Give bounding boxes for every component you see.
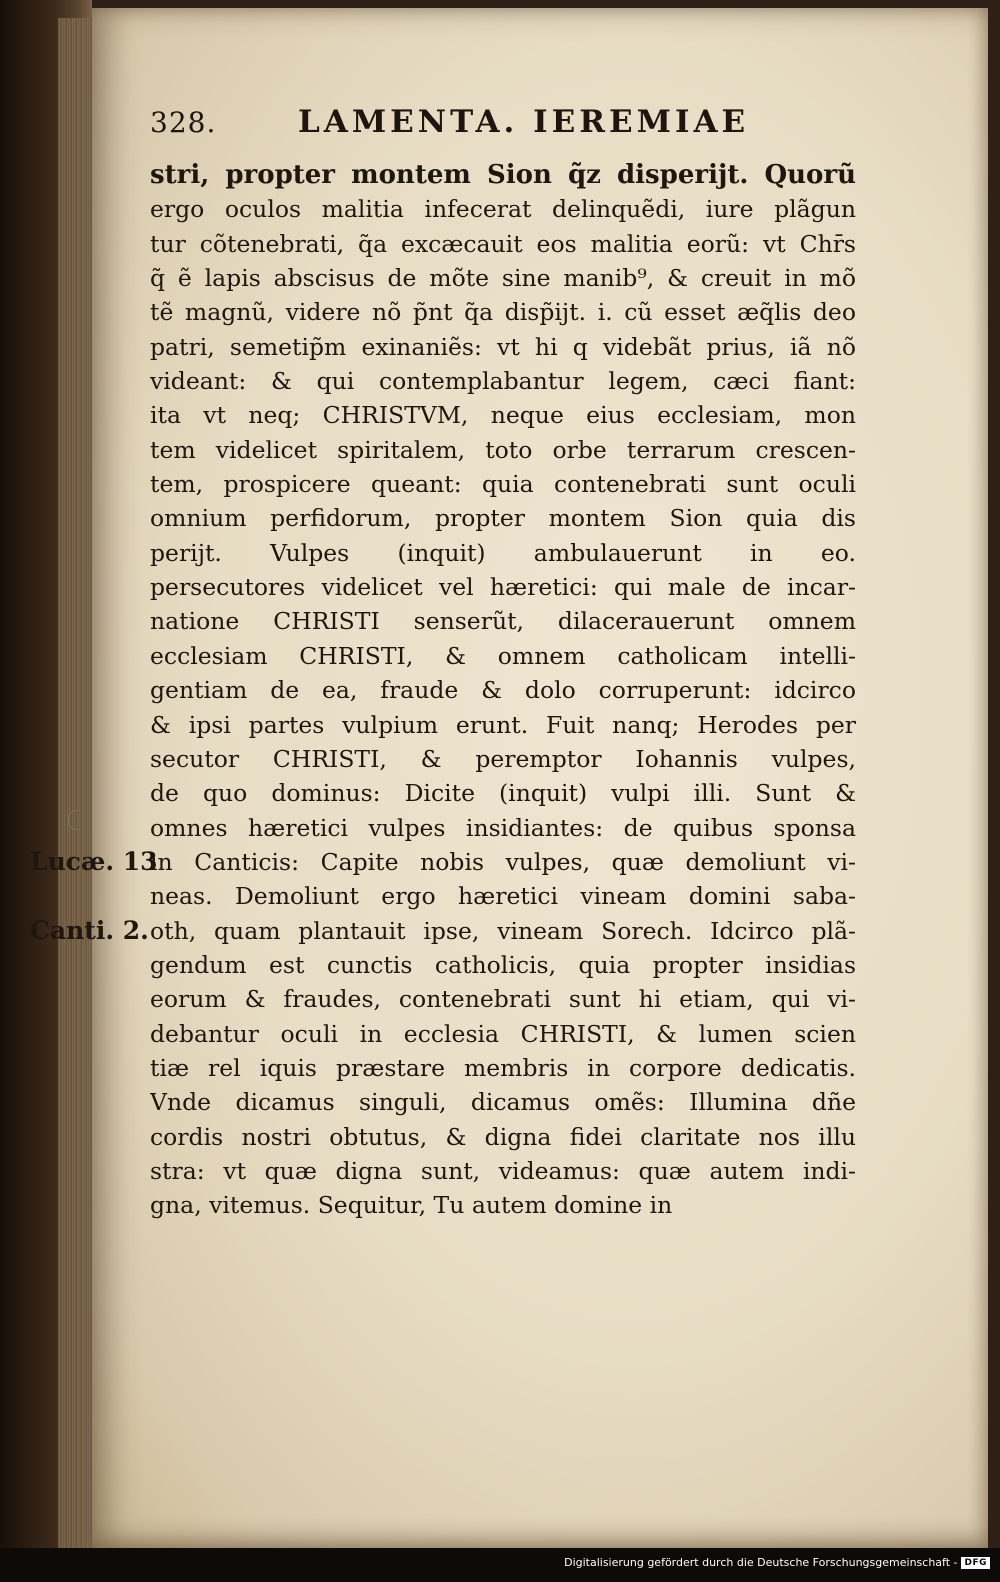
- text-line: & ipsi partes vulpium erunt. Fuit nanq; Herodes per: [150, 710, 856, 739]
- body-text: [150, 158, 856, 1223]
- page-number: 328.: [150, 106, 217, 139]
- running-title: LAMENTA. IEREMIAE: [298, 104, 750, 140]
- text-line: eorum & fraudes, contenebrati sunt hi etiam, qui vi-: [150, 985, 856, 1014]
- text-line: ergo oculos malitia infecerat delinquẽdi, iure plãgun: [150, 195, 856, 224]
- text-line: omnium perfidorum, propter montem Sion quia dis: [150, 504, 856, 533]
- text-line: patri, semetip̃m exinaniẽs: vt hi q videbãt prius, iã nõ: [150, 332, 856, 361]
- text-line: Vnde dicamus singuli, dicamus omẽs: Illumina dñe: [150, 1088, 856, 1117]
- text-line: gentiam de ea, fraude & dolo corruperunt: idcirco: [150, 676, 856, 705]
- text-line: secutor CHRISTI, & peremptor Iohannis vulpes,: [150, 744, 856, 773]
- text-line: q̃ ẽ lapis abscisus de mõte sine manib⁹, & creuit in mõ: [150, 264, 856, 293]
- text-line: stri, propter montem Sion q̃z disperijt. Quorũ: [150, 160, 856, 190]
- text-line: tur cõtenebrati, q̃a excæcauit eos malitia eorũ: vt Chr̄s: [150, 229, 856, 258]
- text-line: debantur oculi in ecclesia CHRISTI, & lumen scien: [150, 1019, 856, 1048]
- credit-text: Digitalisierung gefördert durch die Deutsche Forschungsgemeinschaft -: [564, 1556, 958, 1569]
- text-line: gendum est cunctis catholicis, quia propter insidias: [150, 950, 856, 979]
- text-line: neas. Demoliunt ergo hæretici vineam domini saba-: [150, 882, 856, 911]
- text-line: in Canticis: Capite nobis vulpes, quæ demoliunt vi-: [150, 847, 856, 876]
- text-line: stra: vt quæ digna sunt, videamus: quæ autem indi-: [150, 1156, 856, 1185]
- margin-note-lucae: Lucæ. 13: [30, 847, 158, 876]
- text-line: tiæ rel iquis præstare membris in corpore dedicatis.: [150, 1053, 856, 1082]
- dfg-logo: DFG: [961, 1557, 990, 1569]
- text-line: tẽ magnũ, videre nõ p̃nt q̃a disp̃ijt. i. cũ esset æq̃lis deo: [150, 298, 856, 327]
- text-line: omnes hæretici vulpes insidiantes: de quibus sponsa: [150, 813, 856, 842]
- text-line: videant: & qui contemplabantur legem, cæci fiant:: [150, 367, 856, 396]
- page-header: [150, 104, 870, 140]
- text-line: perijt. Vulpes (inquit) ambulauerunt in eo.: [150, 538, 856, 567]
- text-line: gna, vitemus. Sequitur, Tu autem domine in: [150, 1191, 673, 1220]
- text-line: ita vt neq; CHRISTVM, neque eius ecclesiam, mon: [150, 401, 856, 430]
- text-line: tem videlicet spiritalem, toto orbe terrarum crescen-: [150, 435, 856, 464]
- text-line: natione CHRISTI senserũt, dilacerauerunt omnem: [150, 607, 856, 636]
- text-line: de quo dominus: Dicite (inquit) vulpi illi. Sunt &: [150, 779, 856, 808]
- digitization-credit: [564, 1556, 990, 1569]
- margin-note-canti: Canti. 2.: [30, 916, 149, 945]
- text-line: cordis nostri obtutus, & digna fidei claritate nos illu: [150, 1122, 856, 1151]
- text-line: oth, quam plantauit ipse, vineam Sorech. Idcirco plã-: [150, 916, 856, 945]
- text-line: persecutores videlicet vel hæretici: qui male de incar-: [150, 573, 856, 602]
- text-line: ecclesiam CHRISTI, & omnem catholicam intelli-: [150, 641, 856, 670]
- text-line: tem, prospicere queant: quia contenebrati sunt oculi: [150, 470, 856, 499]
- margin-bracket-mark: [68, 810, 79, 830]
